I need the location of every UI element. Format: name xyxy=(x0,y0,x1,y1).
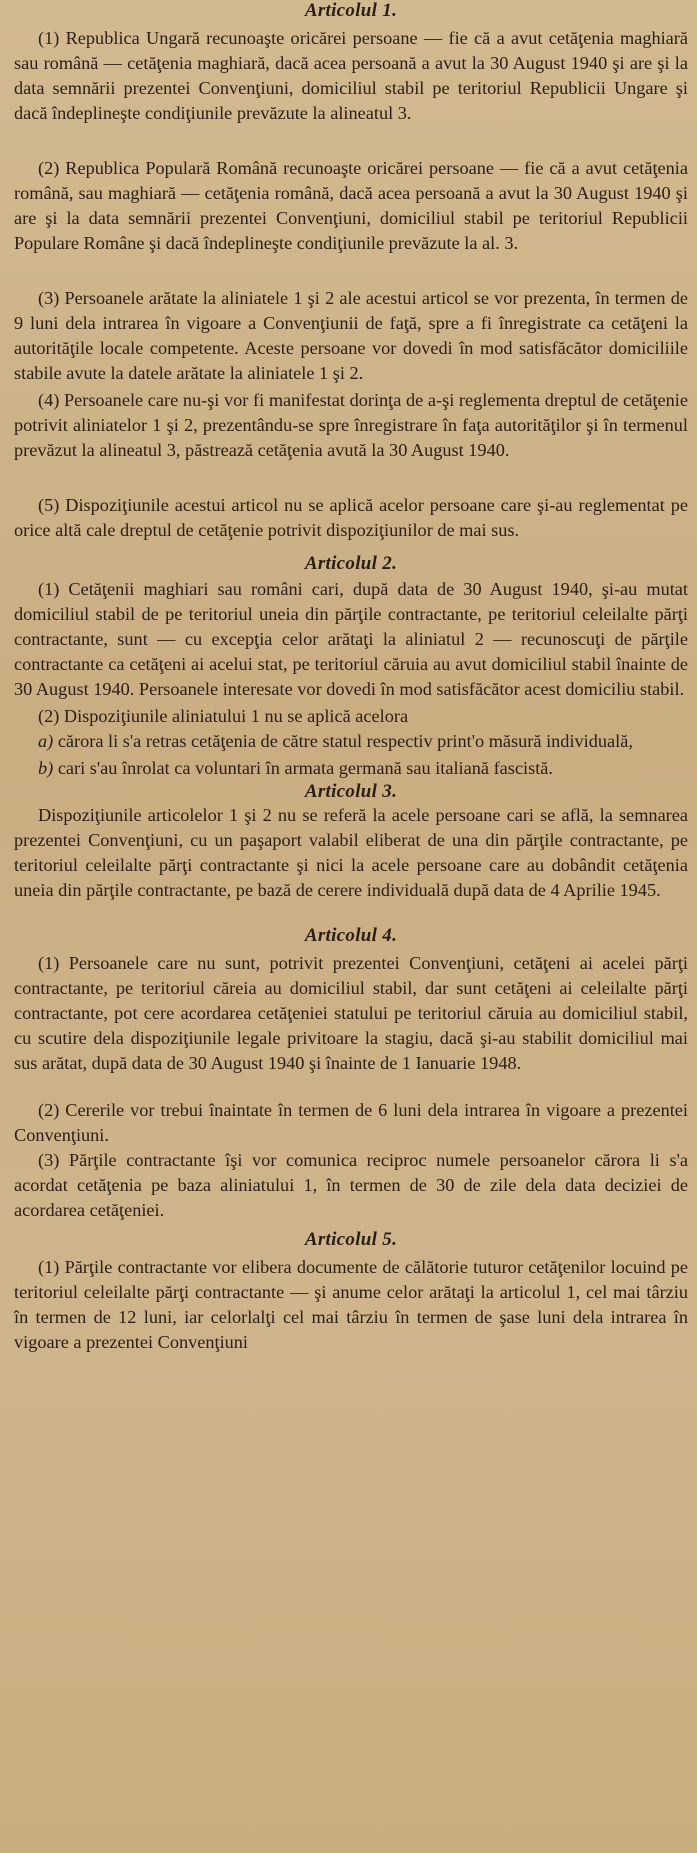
article-1-paragraph-5: (5) Dispoziţiunile acestui articol nu se aplică acelor persoane care şi-au reglementat pe orice altă cale dreptul de cetăţenie potrivit dispoziţiunilor de mai sus. xyxy=(14,495,688,540)
article-1-heading: Articolul 1. xyxy=(304,0,398,21)
article-1-paragraph-4: (4) Persoanele care nu-şi vor fi manifestat dorinţa de a-şi reglementa dreptul de cetăţenie potrivit aliniatelor 1 şi 2, prezentându-se spre înregistrare în faţa autorităţilor şi în termenul prevăzut la alineatul 3, păstrează cetăţenia avută la 30 August 1940. xyxy=(14,390,688,460)
article-1-paragraph-2: (2) Republica Populară Română recunoaşte oricărei persoane — fie că a avut cetăţenia română, sau maghiară — cetăţenia română, dacă acea persoană a avut la 30 August 1940 şi are şi la data semnării prezentei Convenţiuni, domiciliul stabil pe teritoriul Republicii Populare Române şi dacă îndeplineşte condiţiunile prevăzute la al. 3. xyxy=(14,158,688,253)
article-3-paragraph-1: Dispoziţiunile articolelor 1 şi 2 nu se referă la acele persoane cari se află, la semnarea prezentei Convenţiuni, cu un paşaport valabil eliberat de una din părţile contractante, pe teritoriul celeilalte părţi contractante şi nici la acele persoane care au dobândit cetăţenia uneia din părţile contractante, pe bază de cerere individuală după data de 4 Aprilie 1945. xyxy=(14,805,688,900)
article-2-heading: Articolul 2. xyxy=(304,553,398,574)
article-1-paragraph-3: (3) Persoanele arătate la aliniatele 1 şi 2 ale acestui articol se vor prezenta, în termen de 9 luni dela intrarea în vigoare a Convenţiunii de faţă, spre a fi înregistrate ca cetăţeni la autorităţile locale competente. Aceste persoane vor dovedi în mod satisfăcător domiciliile stabile avute la datele arătate la aliniatele 1 şi 2. xyxy=(14,288,688,383)
article-2-item-b-text: cari s'au înrolat ca voluntari în armata germană sau italiană fascistă. xyxy=(57,758,553,778)
article-2-item-a xyxy=(14,729,688,754)
article-2-paragraph-2: (2) Dispoziţiunile aliniatului 1 nu se aplică acelora xyxy=(38,706,409,726)
article-4-heading: Articolul 4. xyxy=(304,925,398,946)
article-2-item-b xyxy=(14,756,688,781)
article-2-item-a-label: a) xyxy=(38,731,54,751)
article-2-item-a-text: cărora li s'a retras cetăţenia de către statul respectiv print'o măsură individuală, xyxy=(57,731,633,751)
article-4-paragraph-2: (2) Cererile vor trebui înaintate în termen de 6 luni dela intrarea în vigoare a prezentei Convenţiuni. xyxy=(14,1100,688,1145)
article-4-paragraph-1: (1) Persoanele care nu sunt, potrivit prezentei Convenţiuni, cetăţeni ai acelei părţi contractante, pe teritoriul căreia au domiciliul stabil, dar sunt cetăţeni ai celeilalte părţi contractante, pot cere acordarea cetăţeniei statului pe teritoriul căruia au domiciliul stabil, cu scutire dela dispoziţiunile legale privitoare la stagiu, dacă şi-au stabilit domiciliul mai sus arătat, după data de 30 August 1940 şi înainte de 1 Ianuarie 1948. xyxy=(14,953,688,1073)
article-2-item-b-label: b) xyxy=(38,758,54,778)
article-5-paragraph-1: (1) Părţile contractante vor elibera documente de călătorie tuturor cetăţenilor locuind pe teritoriul celeilalte părţi contractante — şi anume celor arătaţi la articolul 1, cel mai târziu în termen de 12 luni, iar celorlalţi cel mai târziu în termen de şase luni dela intrarea în vigoare a prezentei Convenţiuni xyxy=(14,1257,688,1352)
article-2-paragraph-1: (1) Cetăţenii maghiari sau români cari, după data de 30 August 1940, şi-au mutat domiciliul stabil de pe teritoriul uneia din părţile contractante, pe teritoriul celeilalte părţi contractante, sunt — cu excepţia celor arătaţi la aliniatul 2 — recunoscuţi de părţile contractante ca cetăţeni ai acelui stat, pe teritoriul căruia au avut domiciliul stabil înainte de 30 August 1940. Persoanele interesate vor dovedi în mod satisfăcător acest domiciliu stabil. xyxy=(14,579,688,699)
article-3-heading: Articolul 3. xyxy=(304,781,398,802)
article-1-paragraph-1: (1) Republica Ungară recunoaşte oricărei persoane — fie că a avut cetăţenia maghiară sau română — cetăţenia maghiară, dacă acea persoană a avut la 30 August 1940 şi are şi la data semnării prezentei Convenţiuni, domiciliul stabil pe teritoriul Republicii Ungare şi dacă îndeplineşte condiţiunile prevăzute la alineatul 3. xyxy=(14,28,688,123)
article-4-paragraph-3: (3) Părţile contractante îşi vor comunica reciproc numele persoanelor cărora li s'a acordat cetăţenia pe baza aliniatului 1, în termen de 30 de zile dela data deciziei de acordarea cetăţeniei. xyxy=(14,1150,688,1220)
article-5-heading: Articolul 5. xyxy=(304,1229,398,1250)
